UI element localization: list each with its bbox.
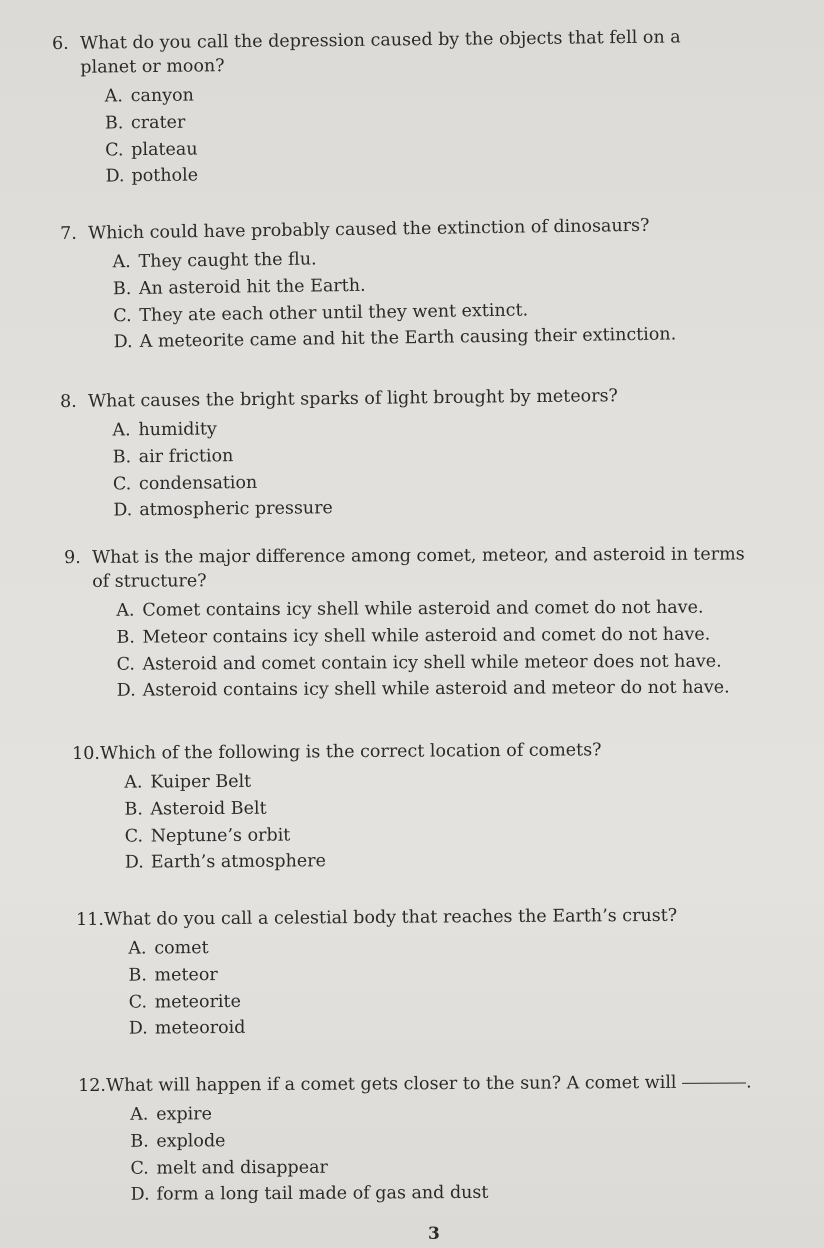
choice-letter: C. [116,654,136,675]
question-text: Which of the following is the correct location of comets? [100,740,602,764]
choice-text: Asteroid and comet contain icy shell while meteor does not have. [142,651,722,675]
answer-blank[interactable] [682,1083,746,1084]
choice-letter: C. [112,473,132,495]
choice-c[interactable] [130,1152,824,1183]
question-number: 12. [78,1075,106,1096]
choice-letter: A. [128,938,147,959]
choice-letter: B. [128,965,147,986]
choice-text: form a long tail made of gas and dust [156,1183,489,1205]
question-text: What do you call a celestial body that reaches the Earth’s crust? [104,905,678,930]
choice-d[interactable] [131,1178,824,1209]
choice-text: atmospheric pressure [139,498,333,521]
choice-b[interactable] [130,1125,824,1156]
answer-choices [72,765,824,877]
choice-text: Earth’s atmosphere [150,851,327,873]
choice-text: plateau [131,139,198,160]
choice-text: A meteorite came and hit the Earth causing their extinction. [139,324,677,353]
choice-letter: D. [113,500,133,521]
choice-letter: B. [104,113,124,134]
choice-text: crater [130,112,186,133]
choice-letter: A. [104,86,123,107]
choice-text: Comet contains icy shell while asteroid and comet do not have. [142,597,704,621]
choice-text: meteor [154,964,218,986]
choice-letter: B. [112,278,132,300]
choice-text: meteoroid [154,1018,246,1039]
choice-letter: A. [124,772,143,793]
answer-choices [53,76,814,191]
question-7 [60,211,822,357]
question-9 [64,542,824,705]
question-number: 8. [60,391,77,412]
choice-text: Neptune’s orbit [150,825,291,847]
choice-letter: C. [105,139,124,161]
choice-text: meteorite [154,991,241,1013]
question-10 [72,737,824,877]
answer-choices [60,239,821,357]
choice-b[interactable] [116,621,824,652]
choice-letter: A. [112,420,131,441]
choice-letter: C. [124,826,144,847]
question-11 [76,903,824,1043]
choice-text: canyon [130,85,194,107]
question-text: What causes the bright sparks of light brought by meteors? [88,386,618,412]
choice-letter: D. [113,332,133,353]
choice-text: air friction [138,445,234,467]
choice-text: Kuiper Belt [150,771,252,793]
question-number: 6. [52,33,69,54]
answer-choices [64,594,824,705]
question-stem [64,542,824,594]
choice-a[interactable] [130,1098,824,1129]
question-number: 10. [72,743,100,764]
choice-text: humidity [138,419,217,441]
choice-text: condensation [138,472,258,494]
question-stem [76,903,824,932]
choice-letter: B. [124,799,143,820]
choice-text: Asteroid contains icy shell while asteroid and meteor do not have. [142,677,730,701]
question-stem [72,737,824,766]
question-8 [60,382,821,525]
choice-letter: C. [130,1158,149,1179]
choice-letter: C. [113,305,132,326]
choice-text: expire [156,1104,213,1125]
choice-d[interactable] [117,674,824,705]
choice-text: comet [154,938,209,959]
choice-letter: D. [130,1185,150,1206]
question-text: What do you call the depression caused by the objects that fell on a [80,27,681,54]
choice-text: Meteor contains icy shell while asteroid and comet do not have. [142,624,711,648]
choice-c[interactable] [117,648,824,679]
question-12 [78,1070,824,1209]
choice-letter: D. [105,166,125,187]
answer-choices [78,1098,824,1209]
choice-text: explode [156,1131,226,1152]
choice-text: melt and disappear [156,1157,328,1179]
question-text: What is the major difference among comet, meteor, and asteroid in terms [92,544,745,568]
choice-text: They caught the flu. [138,249,317,272]
choice-text: They ate each other until they went extinct. [139,300,529,326]
answer-choices [76,931,824,1043]
choice-text: An asteroid hit the Earth. [138,275,366,299]
choice-d[interactable] [129,1011,824,1043]
choice-letter: A. [112,252,131,273]
choice-letter: D. [116,681,136,702]
question-6 [52,24,814,191]
choice-letter: D. [128,1018,148,1040]
question-stem [78,1070,824,1098]
choice-letter: B. [112,447,132,468]
choice-letter: C. [128,992,148,1013]
question-number: 7. [60,223,78,244]
choice-letter: A. [130,1104,149,1125]
question-number: 9. [64,547,81,568]
choice-text: Asteroid Belt [150,798,267,820]
page-number: 3 [428,1224,440,1244]
question-text-continued: of structure? [92,571,207,592]
question-text-continued: planet or moon? [80,56,225,78]
question-number: 11. [76,909,104,930]
choice-letter: A. [116,600,135,621]
choice-text: pothole [131,165,199,187]
question-text: Which could have probably caused the extinction of dinosaurs? [88,215,650,244]
question-stem [52,24,812,80]
choice-a[interactable] [116,594,824,625]
answer-choices [60,410,821,525]
choice-letter: D. [124,852,144,874]
question-text: What will happen if a comet gets closer to the sun? A comet will [106,1072,677,1096]
choice-letter: B. [116,627,135,648]
choice-letter: B. [130,1131,149,1152]
choice-d[interactable] [125,845,824,877]
question-stem [60,382,820,414]
question-text-end: . [746,1072,752,1093]
